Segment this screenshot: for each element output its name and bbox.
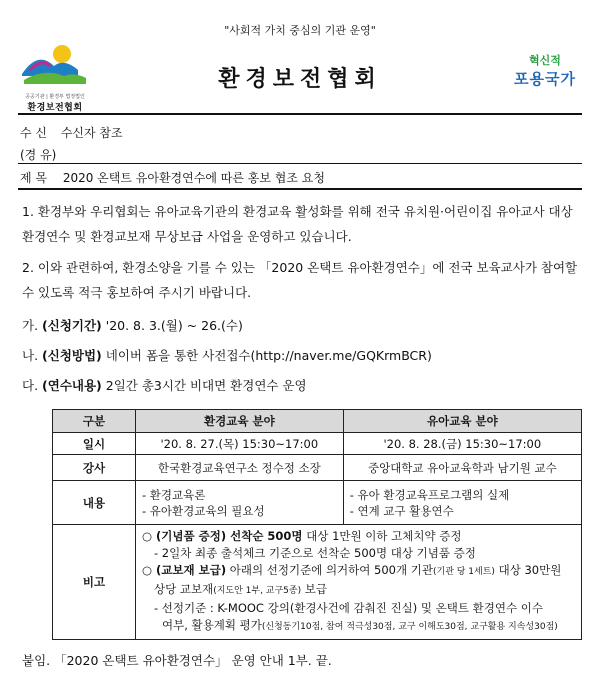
- note-material-line2: [142, 581, 575, 600]
- date-label: 일시: [53, 433, 136, 455]
- attachment-footer: 붙임. 「2020 온택트 유아환경연수」 운영 안내 1부. 끝.: [22, 653, 332, 668]
- item-training-content: [22, 376, 307, 394]
- header-category: 구분: [53, 410, 136, 433]
- subject-divider: [18, 188, 582, 190]
- note-criteria-line-1: - 선정기준 : K-MOOC 강의(환경사건에 감춰진 진실) 및 온택트 환경연수 이수: [154, 601, 543, 615]
- table-row-date: [53, 433, 582, 455]
- note-criteria-line-2: [142, 617, 575, 636]
- item-label: (연수내용): [42, 378, 102, 393]
- note-material: [142, 562, 575, 581]
- innovation-badge: [508, 52, 582, 98]
- note-material-text-b: 대상 30만원: [494, 563, 562, 577]
- note-giveaway: [142, 528, 575, 545]
- via-row: (경 유): [20, 148, 57, 162]
- lecturer-env: 한국환경교육연구소 정수정 소장: [136, 455, 344, 481]
- content-label: 내용: [53, 481, 136, 525]
- slogan: "사회적 가치 중심의 기관 운영": [224, 24, 376, 37]
- header-divider: [18, 113, 582, 115]
- paragraph-2: 2. 이와 관련하여, 환경소양을 기를 수 있는 「2020 온택트 유아환경연수」에 전국 보육교사가 참여할 수 있도록 적극 홍보하여 주시기 바랍니다.: [22, 260, 578, 300]
- item-label: (신청기간): [42, 318, 102, 333]
- logo-name: 환경보전협회: [27, 103, 83, 113]
- note-material-title: ○ (교보재 보급): [142, 563, 227, 577]
- item-prefix: 가.: [22, 318, 39, 333]
- item-apply-period: [22, 316, 243, 334]
- content-env-line-1: - 환경교육론: [142, 487, 206, 502]
- badge-main-text: 포용국가: [514, 70, 576, 88]
- subject-label: 제 목: [20, 171, 47, 185]
- note-giveaway-text: 대상 1만원 이하 고체치약 증정: [302, 529, 462, 543]
- note-label: 비고: [53, 525, 136, 640]
- item-prefix: 나.: [22, 348, 39, 363]
- badge-top-text: 혁신적: [529, 54, 561, 67]
- meta-divider: [18, 163, 582, 164]
- schedule-table: [52, 409, 582, 640]
- header-env-edu: 환경교육 분야: [136, 410, 344, 433]
- recipient-row: [20, 124, 123, 141]
- paragraph-1: 1. 환경부와 우리협회는 유아교육기관의 환경교육 활성화를 위해 전국 유치원·어린이집 유아교사 대상 환경연수 및 환경교보재 무상보급 사업을 운영하고 있습니다.: [22, 204, 573, 244]
- lecturer-label: 강사: [53, 455, 136, 481]
- note-material-text-a: 아래의 선정기준에 의거하여 500개 기관: [226, 563, 433, 577]
- content-env-line-2: - 유아환경교육의 필요성: [142, 503, 265, 518]
- content-child-line-2: - 연계 교구 활용연수: [349, 503, 454, 518]
- note-criteria-small: (신청동기10점, 참여 적극성30점, 교구 이해도30점, 교구활용 지속성30점): [261, 622, 558, 632]
- content-child: [343, 481, 581, 525]
- note-material-small-b: (지도안 1부, 교구5종): [213, 586, 302, 596]
- recipient-label: 수 신: [20, 126, 47, 140]
- table-row-lecturer: [53, 455, 582, 481]
- subject-row: [20, 169, 325, 186]
- note-giveaway-sub: - 2일차 최종 출석체크 기준으로 선착순 500명 대상 기념품 증정: [154, 546, 476, 560]
- item-prefix: 다.: [22, 378, 39, 393]
- table-row-content: [53, 481, 582, 525]
- header-child-edu: 유아교육 분야: [343, 410, 581, 433]
- date-env: '20. 8. 27.(목) 15:30~17:00: [136, 433, 344, 455]
- subject-value: 2020 온택트 유아환경연수에 따른 홍보 협조 요청: [62, 171, 325, 185]
- lecturer-child: 중앙대학교 유아교육학과 남기원 교수: [343, 455, 581, 481]
- item-apply-method: [22, 346, 432, 364]
- note-cell: [136, 525, 582, 640]
- logo-subtitle: 공공기관 | 환경부 법정법인: [25, 94, 85, 100]
- note-giveaway-title: ○ (기념품 증정) 선착순 500명: [142, 529, 303, 543]
- page-title: 환경보전협회: [218, 66, 382, 92]
- date-child: '20. 8. 28.(금) 15:30~17:00: [343, 433, 581, 455]
- note-material-line2-b: 보급: [301, 582, 327, 596]
- item-text: 네이버 폼을 통한 사전접수(http://naver.me/GQKrmBCR): [101, 348, 432, 363]
- recipient-value: 수신자 참조: [60, 126, 123, 140]
- note-criteria-text: 여부, 활용계획 평가: [162, 618, 262, 632]
- note-material-small-a: (기관 당 1세트): [432, 567, 495, 577]
- item-text: 2일간 총3시간 비대면 환경연수 운영: [101, 378, 307, 393]
- content-env: [136, 481, 344, 525]
- table-header-row: [53, 410, 582, 433]
- note-material-line2-a: 상당 교보재: [154, 582, 214, 596]
- item-text: '20. 8. 3.(월) ~ 26.(수): [101, 318, 243, 333]
- item-label: (신청방법): [42, 348, 102, 363]
- content-child-line-1: - 유아 환경교육프로그램의 실제: [349, 487, 510, 502]
- table-row-note: [53, 525, 582, 640]
